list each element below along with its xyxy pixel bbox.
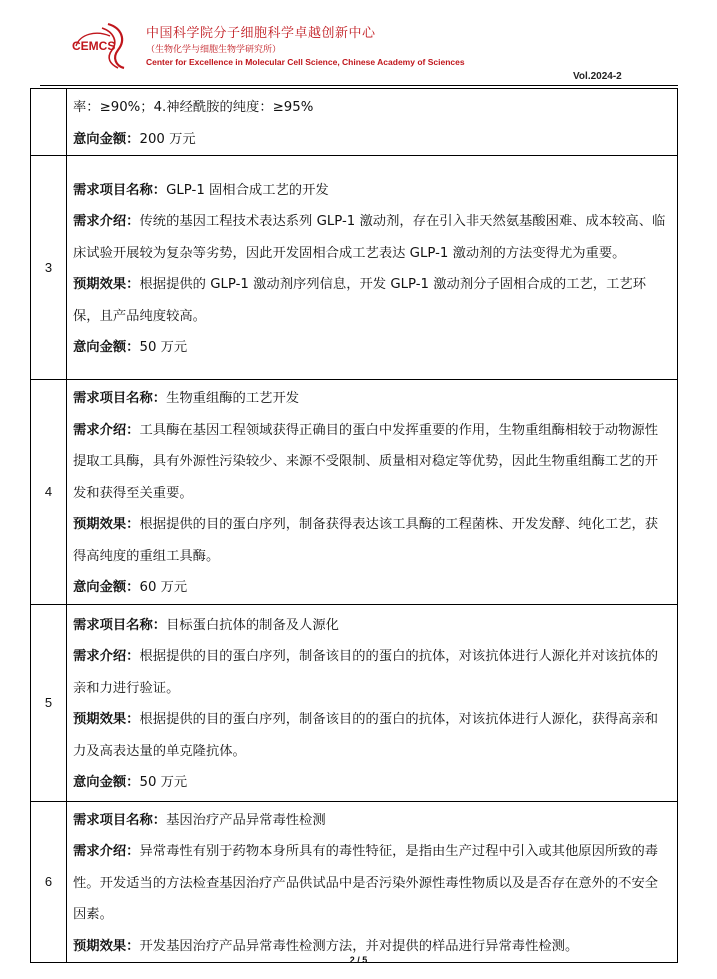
title-value: 目标蛋白抗体的制备及人源化 — [166, 617, 339, 633]
org-subtitle-cn: （生物化学与细胞生物学研究所） — [146, 45, 282, 55]
row-content — [67, 89, 678, 156]
effect-text: 根据提供的目的蛋白序列，制备该目的的蛋白的抗体，对该抗体进行人源化，获得高亲和力及高表达量的单克隆抗体。 — [73, 712, 659, 759]
title-value: GLP-1 固相合成工艺的开发 — [166, 182, 329, 198]
amount-line — [73, 572, 671, 604]
table-row — [31, 380, 678, 605]
row-number — [31, 89, 67, 156]
row-content — [67, 156, 678, 380]
title-line — [73, 175, 671, 207]
amount-line — [73, 332, 671, 364]
effect-text: 开发基因治疗产品异常毒性检测方法，并对提供的样品进行异常毒性检测。 — [139, 938, 579, 954]
row-number: 4 — [31, 380, 67, 605]
amount-line — [73, 767, 671, 799]
effect-line — [73, 509, 671, 572]
amount-value: 200 万元 — [139, 131, 196, 147]
org-name-en: Center for Excellence in Molecular Cell Science, Chinese Academy of Sciences — [146, 57, 465, 67]
intro-text: 工具酶在基因工程领域获得正确目的蛋白中发挥重要的作用，生物重组酶相较于动物源性提取工具酶，具有外源性污染较少、来源不受限制、质量相对稳定等优势，因此生物重组酶工艺的开发和获得至关重要。 — [73, 422, 659, 501]
intro-line — [73, 641, 671, 704]
row-content — [67, 380, 678, 605]
amount-value: 50 万元 — [139, 340, 188, 355]
amount-value: 50 万元 — [139, 775, 188, 790]
table-row — [31, 89, 678, 156]
amount-label: 意向金额： — [73, 775, 140, 790]
intro-text: 传统的基因工程技术表达系列 GLP-1 激动剂，存在引入非天然氨基酸困难、成本较高、临床试验开展较为复杂等劣势，因此开发固相合成工艺表达 GLP-1 激动剂的方法变得尤为重要。 — [73, 214, 666, 261]
intro-line — [73, 206, 671, 269]
title-label: 需求项目名称： — [73, 182, 167, 198]
effect-label: 预期效果： — [73, 938, 140, 954]
title-line — [73, 805, 671, 837]
intro-label: 需求介绍： — [73, 649, 140, 664]
table-row — [31, 156, 678, 380]
requirements-table — [30, 88, 678, 963]
title-value: 生物重组酶的工艺开发 — [166, 391, 300, 406]
table-row — [31, 604, 678, 801]
cemcs-logo — [70, 20, 130, 72]
intro-label: 需求介绍： — [73, 214, 140, 229]
intro-text: 根据提供的目的蛋白序列，制备该目的的蛋白的抗体，对该抗体进行人源化并对该抗体的亲和力进行验证。 — [73, 649, 659, 696]
effect-label: 预期效果： — [73, 517, 140, 532]
effect-label: 预期效果： — [73, 712, 140, 727]
intro-label: 需求介绍： — [73, 844, 140, 859]
intro-text: 异常毒性有别于药物本身所具有的毒性特征，是指由生产过程中引入或其他原因所致的毒性。开发适当的方法检查基因治疗产品供试品中是否污染外源性毒性物质以及是否存在意外的不安全因素。 — [73, 844, 659, 922]
row-content — [67, 604, 678, 801]
row-number: 5 — [31, 604, 67, 801]
intro-line — [73, 415, 671, 510]
title-label: 需求项目名称： — [73, 391, 167, 406]
effect-line — [73, 269, 671, 332]
volume-label: Vol.2024-2 — [573, 71, 622, 82]
row-number: 6 — [31, 801, 67, 963]
amount-line — [73, 124, 671, 156]
title-line — [73, 610, 671, 642]
org-name-cn: 中国科学院分子细胞科学卓越创新中心 — [146, 26, 376, 41]
intro-label: 需求介绍： — [73, 422, 140, 438]
title-label: 需求项目名称： — [73, 617, 167, 633]
title-value: 基因治疗产品异常毒性检测 — [166, 812, 326, 828]
effect-text: 根据提供的 GLP-1 激动剂序列信息，开发 GLP-1 激动剂分子固相合成的工艺，工艺环保，且产品纯度较高。 — [73, 277, 646, 324]
header-divider — [40, 85, 678, 86]
amount-value: 60 万元 — [139, 580, 188, 595]
intro-line — [73, 836, 671, 931]
logo-text: CEMCS — [72, 39, 116, 53]
row-content — [67, 801, 678, 963]
row-number: 3 — [31, 156, 67, 380]
title-label: 需求项目名称： — [73, 812, 167, 828]
effect-line — [73, 704, 671, 767]
title-line — [73, 383, 671, 415]
amount-label: 意向金额： — [73, 580, 140, 595]
continuation-text: 率：≥90%；4.神经酰胺的纯度：≥95% — [73, 100, 314, 115]
page-indicator: 2 / 5 — [349, 955, 368, 965]
page-header — [0, 0, 717, 90]
table-row — [31, 801, 678, 963]
amount-label: 意向金额： — [73, 340, 140, 355]
effect-label: 预期效果： — [73, 277, 140, 292]
effect-text: 根据提供的目的蛋白序列，制备获得表达该工具酶的工程菌株、开发发酵、纯化工艺，获得高纯度的重组工具酶。 — [73, 517, 659, 564]
amount-label: 意向金额： — [73, 131, 140, 147]
